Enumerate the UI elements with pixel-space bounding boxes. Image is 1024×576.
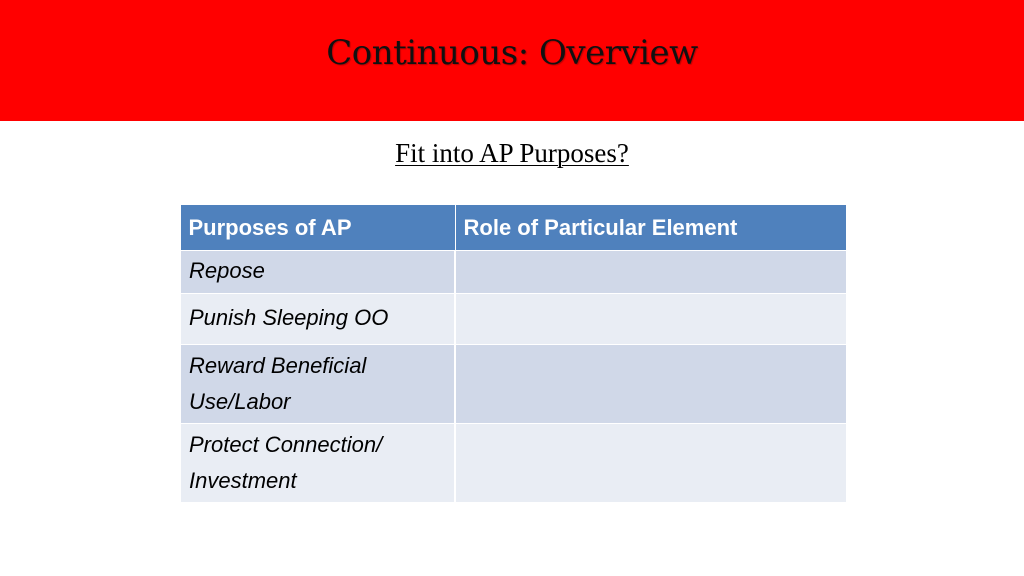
purpose-cell: Punish Sleeping OO: [180, 294, 455, 345]
subtitle-text: Fit into AP Purposes?: [395, 138, 629, 168]
role-cell: [455, 345, 846, 424]
purposes-table: [179, 204, 847, 503]
role-cell: [455, 251, 846, 294]
table-row: [180, 424, 846, 503]
role-cell: [455, 424, 846, 503]
header-purposes: Purposes of AP: [180, 205, 455, 251]
purpose-cell: Protect Connection/ Investment: [180, 424, 455, 503]
purpose-cell: Repose: [180, 251, 455, 294]
table-row: [180, 345, 846, 424]
header-role: Role of Particular Element: [455, 205, 846, 251]
role-cell: [455, 294, 846, 345]
slide-title: Continuous: Overview: [326, 33, 698, 73]
table-header-row: [180, 205, 846, 251]
table-row: [180, 251, 846, 294]
table-row: [180, 294, 846, 345]
slide-subtitle: [0, 138, 1024, 169]
purpose-cell: Reward Beneficial Use/Labor: [180, 345, 455, 424]
